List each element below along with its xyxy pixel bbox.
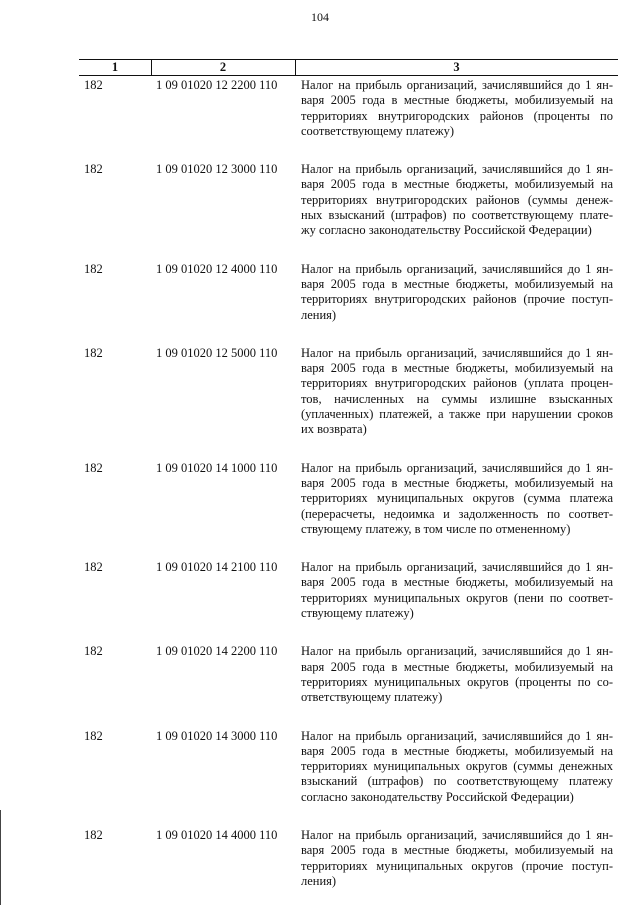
description-line: территориях внутригородских районов (проценты по [301,108,613,123]
description-line: территориях муниципальных округов (сумма платежа [301,491,613,506]
description-line: Налог на прибыль организаций, зачислявшийся до 1 ян- [301,460,613,475]
description-line: Налог на прибыль организаций, зачислявшийся до 1 ян- [301,728,613,743]
header-col-3: 3 [453,60,460,74]
description-line: территориях внутригородских районов (уплата процен- [301,376,613,391]
revenue-description-cell [301,828,613,889]
description-line: варя 2005 года в местные бюджеты, мобилизуемый на [301,276,613,291]
revenue-description-cell [301,644,613,705]
budget-code-cell: 1 09 01020 12 2200 110 [156,78,278,92]
admin-code-cell: 182 [84,644,103,659]
description-line: взысканий (штрафов) по соответствующему платежу [301,774,613,789]
description-line: Налог на прибыль организаций, зачислявшийся до 1 ян- [301,560,613,575]
description-line: варя 2005 года в местные бюджеты, мобилизуемый на [301,575,613,590]
table-row [0,78,640,139]
table-row [0,346,640,438]
scan-edge-line [0,810,1,905]
description-line: жу согласно законодательству Российской Федерации) [301,223,592,238]
description-line: Налог на прибыль организаций, зачислявшийся до 1 ян- [301,828,613,843]
revenue-description-cell [301,560,613,621]
revenue-description-cell [301,262,613,323]
description-line: варя 2005 года в местные бюджеты, мобилизуемый на [301,361,613,376]
description-line: территориях внутригородских районов (прочие поступ- [301,292,613,307]
description-line: их возврата) [301,422,367,437]
description-line: (уплаченных) платежей, а также при нарушении сроков [301,407,613,422]
table-row [0,461,640,538]
table-row [0,729,640,806]
description-line: (перерасчеты, недоимка и задолженность по соответ- [301,506,613,521]
description-line: Налог на прибыль организаций, зачислявшийся до 1 ян- [301,345,613,360]
header-col-2: 2 [219,60,227,74]
admin-code-cell: 182 [84,828,103,843]
table-row [0,162,640,239]
description-line: варя 2005 года в местные бюджеты, мобилизуемый на [301,93,613,108]
column-separator [151,59,152,76]
revenue-description-cell [301,78,613,139]
description-line: территориях муниципальных округов (пени по соответ- [301,590,613,605]
description-line: варя 2005 года в местные бюджеты, мобилизуемый на [301,475,613,490]
description-line: варя 2005 года в местные бюджеты, мобилизуемый на [301,659,613,674]
description-line: варя 2005 года в местные бюджеты, мобилизуемый на [301,177,613,192]
budget-code-cell: 1 09 01020 14 1000 110 [156,460,278,475]
column-separator [295,59,296,76]
budget-code-cell: 1 09 01020 14 2200 110 [156,644,278,659]
budget-code-cell: 1 09 01020 14 3000 110 [156,728,278,743]
description-line: ных взысканий (штрафов) по соответствующему плате- [301,208,613,223]
description-line: ствующему платежу) [301,606,414,621]
table-row [0,828,640,889]
description-line: ответствующему платежу) [301,690,443,705]
description-line: тов, начисленных на суммы излишне взысканных [301,391,613,406]
revenue-description-cell [301,729,613,805]
admin-code-cell: 182 [84,728,103,743]
page-number: 104 [311,10,329,24]
admin-code-cell: 182 [84,78,103,92]
description-line: Налог на прибыль организаций, зачислявшийся до 1 ян- [301,644,613,659]
description-line: территориях муниципальных округов (проценты по со- [301,674,613,689]
table-row [0,560,640,621]
description-line: согласно законодательству Российской Федерации) [301,789,574,804]
description-line: соответствующему платежу) [301,123,455,138]
revenue-description-cell [301,346,613,438]
header-col-1: 1 [111,60,119,74]
budget-code-cell: 1 09 01020 12 5000 110 [156,345,278,360]
description-line: ления) [301,873,337,888]
description-line: Налог на прибыль организаций, зачислявшийся до 1 ян- [301,162,613,177]
admin-code-cell: 182 [84,460,103,475]
description-line: ления) [301,307,337,322]
admin-code-cell: 182 [84,560,103,575]
budget-code-cell: 1 09 01020 12 3000 110 [156,162,278,177]
table-row [0,262,640,323]
budget-code-cell: 1 09 01020 14 4000 110 [156,828,278,843]
budget-code-cell: 1 09 01020 14 2100 110 [156,560,278,575]
table-row [0,644,640,705]
description-line: варя 2005 года в местные бюджеты, мобилизуемый на [301,743,613,758]
description-line: территориях внутригородских районов (суммы денеж- [301,192,613,207]
description-line: Налог на прибыль организаций, зачислявшийся до 1 ян- [301,261,613,276]
description-line: Налог на прибыль организаций, зачислявшийся до 1 ян- [301,78,613,92]
description-line: варя 2005 года в местные бюджеты, мобилизуемый на [301,843,613,858]
revenue-description-cell [301,461,613,537]
budget-code-cell: 1 09 01020 12 4000 110 [156,261,278,276]
admin-code-cell: 182 [84,345,103,360]
description-line: территориях муниципальных округов (прочие поступ- [301,858,613,873]
admin-code-cell: 182 [84,261,103,276]
description-line: территориях муниципальных округов (суммы денежных [301,759,613,774]
table-header [79,59,618,76]
description-line: ствующему платежу, в том числе по отмененному) [301,521,571,536]
admin-code-cell: 182 [84,162,103,177]
revenue-description-cell [301,162,613,238]
